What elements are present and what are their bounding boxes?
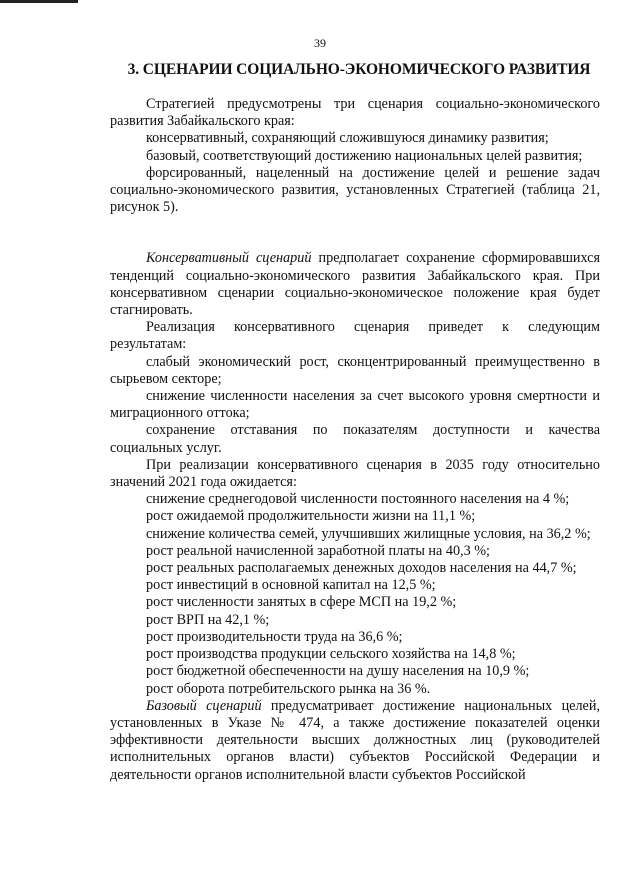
conservative-paragraph [110, 250, 600, 319]
conservative-description: предполагает сохранение сформировавшихся тенденций социально-экономического развития Забайкальского края. При консервативном сценарии социально-экономическое положение края будет стагнировать. [110, 250, 600, 319]
scenario-item: базовый, соответствующий достижению национальных целей развития; [146, 147, 583, 164]
expectation-item: рост ожидаемой продолжительности жизни на 11,1 %; [146, 508, 476, 525]
result-item: слабый экономический рост, сконцентрированный преимущественно в сырьевом секторе; [110, 353, 600, 387]
scan-edge-mark [0, 0, 78, 3]
expectation-item: рост реальных располагаемых денежных доходов населения на 44,7 %; [146, 560, 577, 577]
intro-paragraph: Стратегией предусмотрены три сценария социально-экономического развития Забайкальского края: [110, 96, 600, 130]
result-item: снижение численности населения за счет высокого уровня смертности и миграционного оттока; [110, 388, 600, 422]
paragraph-gap [110, 216, 600, 250]
base-description: предусматривает достижение национальных целей, установленных в Указе № 474, а также достижение показателей оценки эффективности деятельности высших должностных лиц (руководителей исполнительных органов власти) субъектов Российской Федерации и деятельности органов исполнительной власти субъектов Российской [110, 697, 600, 783]
expectation-item: рост инвестиций в основной капитал на 12,5 %; [146, 577, 436, 594]
expectation-item: рост бюджетной обеспеченности на душу населения на 10,9 %; [146, 663, 530, 680]
expectations-lead: При реализации консервативного сценария в 2035 году относительно значений 2021 года ожидается: [110, 456, 600, 491]
base-paragraph [110, 698, 600, 784]
expectation-item: снижение количества семей, улучшивших жилищные условия, на 36,2 %; [146, 525, 591, 542]
body-text [110, 96, 600, 784]
expectation-item: рост производства продукции сельского хозяйства на 14,8 %; [146, 646, 516, 663]
expectation-item: рост ВРП на 42,1 %; [146, 611, 270, 628]
results-lead: Реализация консервативного сценария приведет к следующим результатам: [110, 319, 600, 353]
scenario-item: консервативный, сохраняющий сложившуюся динамику развития; [146, 130, 549, 147]
base-term: Базовый сценарий [146, 697, 262, 714]
expectation-item: снижение среднегодовой численности постоянного населения на 4 %; [146, 491, 570, 508]
page-number: 39 [314, 36, 326, 50]
section-heading: 3. СЦЕНАРИИ СОЦИАЛЬНО-ЭКОНОМИЧЕСКОГО РАЗВИТИЯ [127, 61, 591, 78]
scenario-item: форсированный, нацеленный на достижение целей и решение задач социально-экономического развития, установленных Стратегией (таблица 21, рисунок 5). [110, 164, 600, 216]
expectation-item: рост производительности труда на 36,6 %; [146, 628, 403, 645]
expectation-item: рост реальной начисленной заработной платы на 40,3 %; [146, 542, 490, 559]
conservative-term: Консервативный сценарий [146, 250, 312, 267]
result-item: сохранение отставания по показателям доступности и качества социальных услуг. [110, 422, 600, 456]
expectation-item: рост численности занятых в сфере МСП на 19,2 %; [146, 594, 457, 611]
expectation-item: рост оборота потребительского рынка на 36 %. [146, 680, 431, 697]
